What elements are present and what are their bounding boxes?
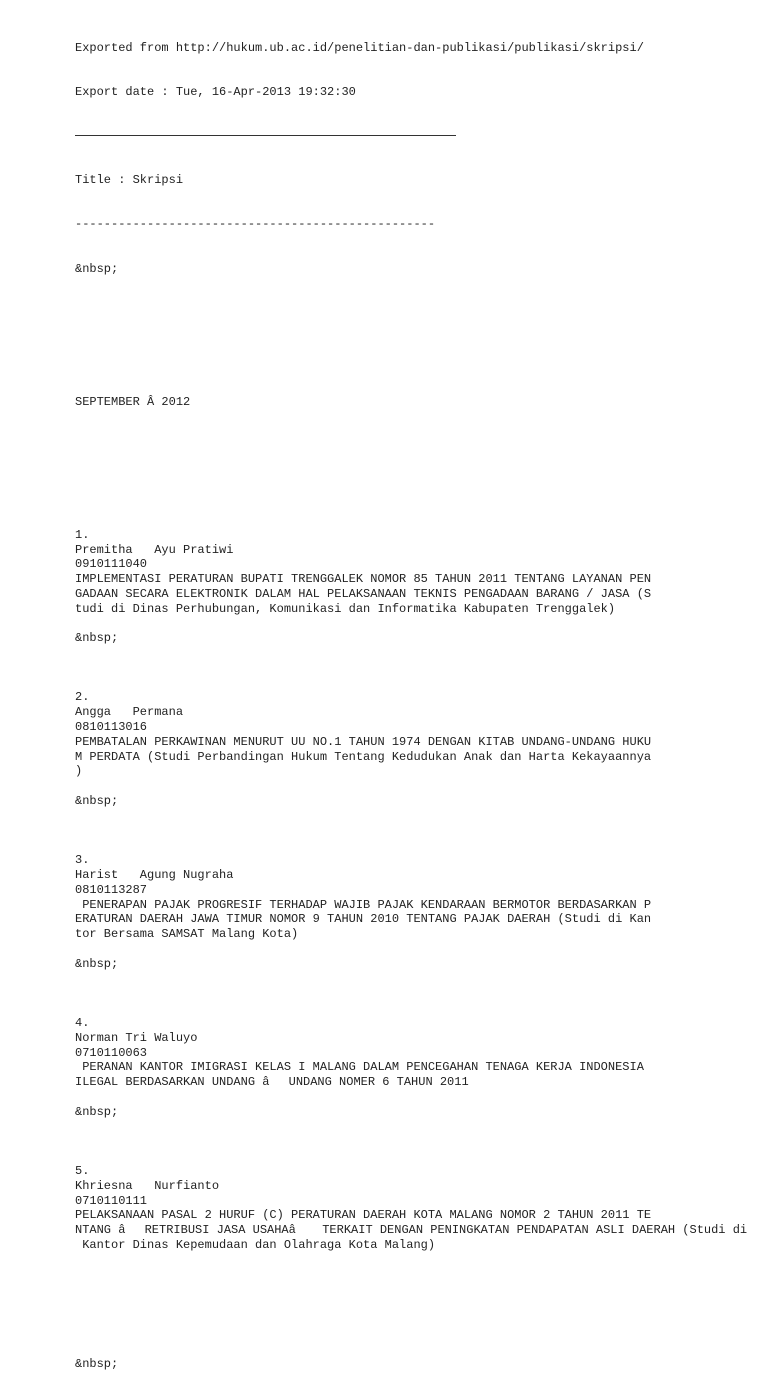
- entry-number: 5.: [75, 1163, 90, 1178]
- student-nim: 0710110063: [75, 1045, 148, 1060]
- exported-from-line: Exported from http://hukum.ub.ac.id/penelitian-dan-publikasi/publikasi/skripsi/: [75, 40, 644, 55]
- spacer: [75, 1090, 765, 1105]
- date-heading: SEPTEMBER Â 2012: [75, 394, 191, 409]
- spacer: [75, 646, 765, 690]
- student-nim: 0910111040: [75, 557, 148, 572]
- student-name: Angga Permana: [75, 705, 184, 720]
- export-date-line: Export date : Tue, 16-Apr-2013 19:32:30: [75, 84, 356, 99]
- thesis-title-line: M PERDATA (Studi Perbandingan Hukum Tentang Kedudukan Anak dan Harta Kekayaannya: [75, 749, 652, 764]
- document-title: Title : Skripsi: [75, 172, 184, 187]
- thesis-title-line: PELAKSANAAN PASAL 2 HURUF (C) PERATURAN DAERAH KOTA MALANG NOMOR 2 TAHUN 2011 TE: [75, 1208, 652, 1223]
- export-document: [75, 11, 765, 1386]
- thesis-title-line: PENERAPAN PAJAK PROGRESIF TERHADAP WAJIB PAJAK KENDARAAN BERMOTOR BERDASARKAN P: [75, 897, 652, 912]
- spacer: [75, 439, 765, 498]
- entry-number: 3.: [75, 853, 90, 868]
- thesis-title-line: GADAAN SECARA ELEKTRONIK DALAM HAL PELAKSANAAN TEKNIS PENGADAAN BARANG / JASA (S: [75, 586, 652, 601]
- thesis-title-line: Kantor Dinas Kepemudaan dan Olahraga Kota Malang): [75, 1237, 436, 1252]
- thesis-title-line: tor Bersama SAMSAT Malang Kota): [75, 927, 299, 942]
- student-name: Khriesna Nurfianto: [75, 1178, 220, 1193]
- list-item: [75, 528, 765, 691]
- thesis-title-line: IMPLEMENTASI PERATURAN BUPATI TRENGGALEK NOMOR 85 TAHUN 2011 TENTANG LAYANAN PEN: [75, 572, 652, 587]
- student-name: Norman Tri Waluyo: [75, 1030, 198, 1045]
- thesis-title-line: PEMBATALAN PERKAWINAN MENURUT UU NO.1 TAHUN 1974 DENGAN KITAB UNDANG-UNDANG HUKU: [75, 734, 652, 749]
- spacer: [75, 1120, 765, 1164]
- nbsp-text: &nbsp;: [75, 631, 119, 646]
- entry-number: 1.: [75, 527, 90, 542]
- thesis-title-line: NTANG âRETRIBUSI JASA USAHAâ TERKAIT DENGAN PENINGKATAN PENDAPATAN ASLI DAERAH (Studi di: [75, 1223, 748, 1238]
- spacer: [75, 1253, 765, 1357]
- nbsp-text: &nbsp;: [75, 956, 119, 971]
- thesis-title-line: ERATURAN DAERAH JAWA TIMUR NOMOR 9 TAHUN 2010 TENTANG PAJAK DAERAH (Studi di Kan: [75, 912, 652, 927]
- header-divider: [75, 135, 456, 136]
- spacer: [75, 942, 765, 957]
- spacer: [75, 306, 765, 365]
- list-item: [75, 853, 765, 1016]
- entry-list: [75, 528, 765, 1372]
- nbsp-text: &nbsp;: [75, 261, 119, 276]
- student-name: Premitha Ayu Pratiwi: [75, 542, 234, 557]
- spacer: [75, 779, 765, 794]
- dash-rule: --------------------------------------------------: [75, 217, 436, 232]
- thesis-title-line: PERANAN KANTOR IMIGRASI KELAS I MALANG DALAM PENCEGAHAN TENAGA KERJA INDONESIA: [75, 1060, 644, 1075]
- entry-number: 4.: [75, 1016, 90, 1031]
- nbsp-text: &nbsp;: [75, 1356, 119, 1371]
- student-nim: 0810113287: [75, 882, 148, 897]
- student-nim: 0710110111: [75, 1193, 148, 1208]
- list-item: [75, 690, 765, 853]
- spacer: [75, 809, 765, 853]
- nbsp-text: &nbsp;: [75, 1104, 119, 1119]
- spacer: [75, 972, 765, 1016]
- thesis-title-line: ): [75, 764, 83, 779]
- student-nim: 0810113016: [75, 720, 148, 735]
- nbsp-text: &nbsp;: [75, 794, 119, 809]
- student-name: Harist Agung Nugraha: [75, 868, 234, 883]
- list-item: [75, 1164, 765, 1372]
- thesis-title-line: tudi di Dinas Perhubungan, Komunikasi dan Informatika Kabupaten Trenggalek): [75, 601, 616, 616]
- list-item: [75, 1016, 765, 1164]
- thesis-title-line: ILEGAL BERDASARKAN UNDANG âUNDANG NOMER 6 TAHUN 2011: [75, 1075, 469, 1090]
- entry-number: 2.: [75, 690, 90, 705]
- spacer: [75, 617, 765, 632]
